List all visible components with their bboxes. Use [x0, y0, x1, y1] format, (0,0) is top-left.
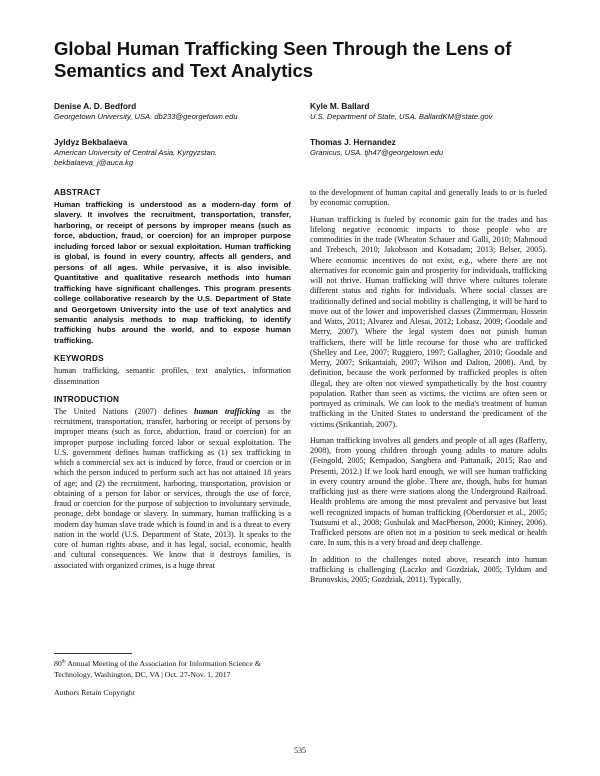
author-name: Kyle M. Ballard: [310, 101, 370, 111]
author-name: Denise A. D. Bedford: [54, 101, 137, 111]
author-affiliation: American University of Central Asia, Kyrgyzstan. bekbalaeva_j@auca.kg: [54, 147, 218, 167]
paragraph-genders-ages: Human trafficking involves all genders and people of all ages (Rafferty, 2008), from young children through young adults to mature adults (Feingold, 2005; Kempadoo, Sanghera and Pattanaik, 2015; Rao and Presenti, 2012.) If we look hard enough, we will see human trafficking in every country around the globe. There are, though, hubs for human trafficking just as there were stations along the Underground Railroad. Health problems are among the most prevalent and pervasive but least well recognized impacts of human trafficking (Oberdorster et al., 2005; Tsutsumi et al., 2008; Gushulak and MacPherson, 2000; Kinney, 2006). Trafficked persons are often not in a position to seek medical or health care. In sum, this is a very broad and deep challenge.: [310, 435, 547, 548]
right-column: [310, 188, 547, 585]
footnote-divider: [54, 653, 132, 654]
left-column: [54, 188, 291, 571]
author-name: Thomas J. Hernandez: [310, 137, 396, 147]
intro-text-start: The United Nations (2007) defines: [54, 406, 194, 416]
author-affiliation: Granicus, USA. tjh47@georgetown.edu: [310, 147, 444, 157]
author-affiliation: U.S. Department of State, USA. BallardKM@state.gov: [310, 111, 493, 121]
meeting-number: 80: [54, 659, 62, 668]
abstract-text: Human trafficking is understood as a modern-day form of slavery. It involves the recruitment, transportation, transfer, harboring, or receipt of persons by improper means (such as force, abduction, fraud, or coercion) for an improper purpose including forced labor or sexual exploitation. Human trafficking is global, is found in every country, affects all genders, and persons of all ages. While pervasive, it is also invisible. Quantitative and qualitative research methods into human trafficking have significant challenges. This program presents college collaborative research by the U.S. Department of State and Georgetown University into the use of text analytics and semantic analysis methods to map trafficking, to identify trafficking hubs around the world, and to expose human trafficking.: [54, 200, 291, 345]
defined-term: human trafficking: [193, 406, 261, 416]
intro-text-rest: as the recruitment, transportation, transfer, harboring or receipt of persons by improper means (such as force, abduction, fraud or coercion) for an improper purpose including forced labor or sexual exploitation. The U.S. government defines human trafficking as (1) sex trafficking in which a commercial sex act is induced by force, fraud or coercion or in which the person induced to perform such act has not attained 18 years of age; and (2) the recruitment, harboring, transportation, provision or obtaining of a person for labor or services, through the use of force, fraud or coercion for the purpose of subjection to involuntary servitude, peonage, debt bondage or slavery. In summary, human trafficking is a modern day human slave trade which is found in and is a threat to every nation in the world (U.S. Department of State, 2013). It speaks to the core of human rights abuse, and it has legal, social, economic, health and cultural consequences. We know that it destroys families, is associated with organized crimes, is a huge threat: [54, 406, 291, 570]
abstract-heading: ABSTRACT: [54, 188, 101, 197]
paragraph-continued: to the development of human capital and generally leads to or is fueled by economic corruption.: [310, 188, 547, 208]
paper-title: Global Human Trafficking Seen Through the Lens of Semantics and Text Analytics: [54, 38, 512, 81]
copyright-notice: Authors Retain Copyright: [54, 688, 135, 697]
keywords-text: human trafficking, semantic profiles, text analytics, information dissemination: [54, 366, 291, 386]
introduction-paragraph: [54, 407, 291, 571]
author-block-1: [54, 101, 238, 122]
paragraph-research-challenges: In addition to the challenges noted above, research into human trafficking is challenging (Laczko and Gozdziak, 2005; Tyldum and Brunovskis, 2005; Gozdziak, 2011). Typically,: [310, 554, 547, 584]
paragraph-economic-gain: Human trafficking is fueled by economic gain for the trades and has lifelong negative economic impacts to those people who are commodities in the trade (Wheaton Schauer and Galli, 2010; Mahmoud and Trebesch, 2010; Jakobsson and Kotsadam; 2013; Belser, 2005). Where economic incentives do not exist, e.g., where there are not alternatives for economic gain and prosperity for individuals, trafficking will not thrive. Human trafficking will thrive where cultures tolerate different status and rights for individuals. Where social classes are traditionally defined and social mobility is challenging, it will be hard to move out of the lower and impoverished classes (Zimmerman, Hossein and Watts, 2011; Alvarez and Alesai, 2012; Lobasz, 2009; Goodale and Merry, 2007). Where the legal system does not punish human traffickers, there will be little recourse for those who are trafficked (Shelley and Lee, 2007; Ruggiero, 1997; Gallagher, 2010; Goodale and Merry, 2007; Srikantaiah, 2007; Wilson and Dalton, 2008). And, by definition, because the work performed by trafficked peoples is often illegal, they are often not viewed sympathetically by the host country population. Rather than seen as victims, the victims are often seen or portrayed as criminals. We can look to the media's treatment of human trafficking in the United States to understand the predicament of the victims (Srikantiah, 2007).: [310, 214, 547, 429]
page-number: 535: [294, 746, 306, 755]
author-name: Jyldyz Bekbalaeva: [54, 137, 128, 147]
ordinal-suffix: th: [61, 659, 66, 665]
conference-footnote: [54, 659, 294, 680]
author-block-4: [310, 137, 443, 158]
author-block-3: [54, 137, 286, 169]
meeting-details: Annual Meeting of the Association for Information Science & Technology, Washington, DC, VA | Oct. 27-Nov. 1, 2017: [54, 659, 261, 679]
author-block-2: [310, 101, 492, 122]
author-affiliation: Georgetown University, USA. db233@georgetown.edu: [54, 111, 238, 121]
keywords-heading: KEYWORDS: [54, 354, 104, 364]
introduction-heading: INTRODUCTION: [54, 394, 120, 404]
